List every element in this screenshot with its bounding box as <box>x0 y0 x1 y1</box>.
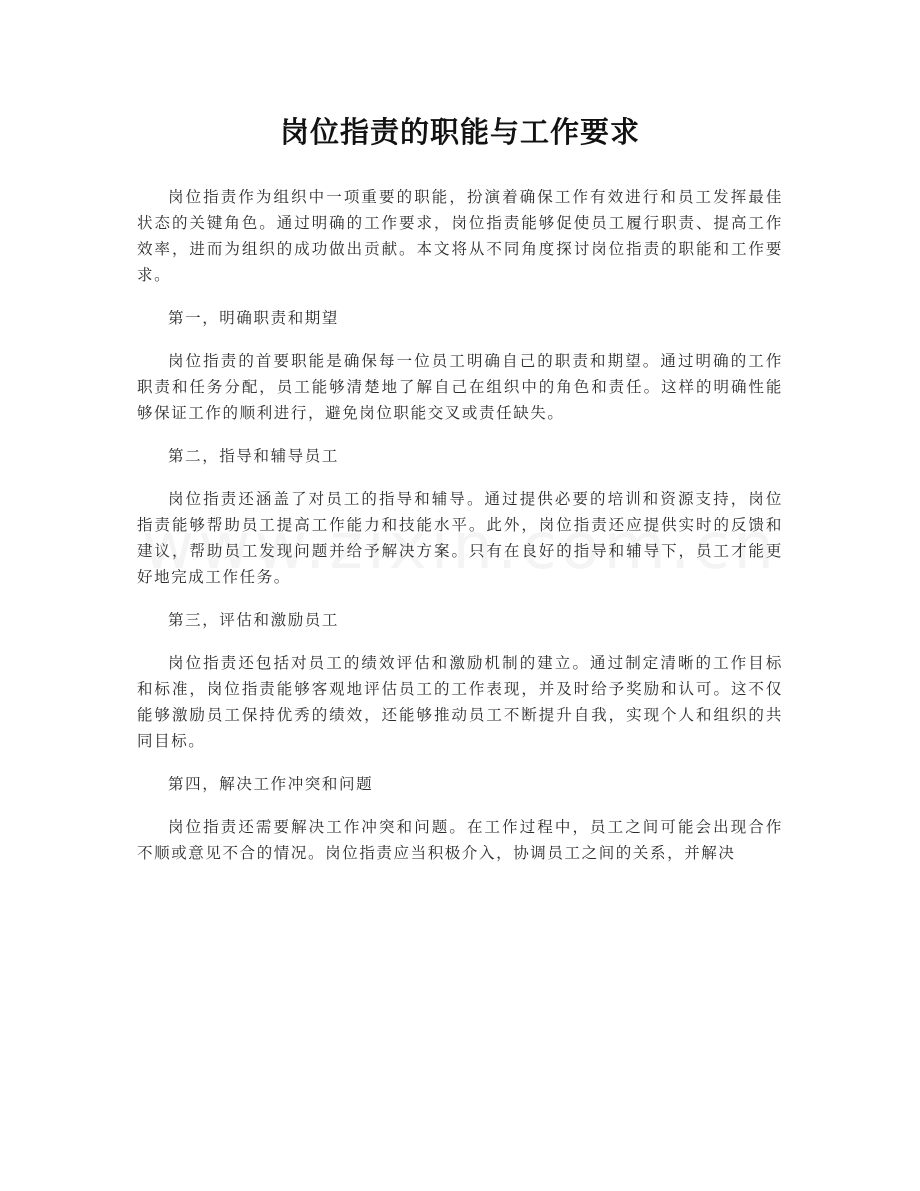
section-paragraph-3: 岗位指责还包括对员工的绩效评估和激励机制的建立。通过制定清晰的工作目标和标准，岗位指责能够客观地评估员工的工作表现，并及时给予奖励和认可。这不仅能够激励员工保持优秀的绩效，还能够推动员工不断提升自我，实现个人和组织的共同目标。 <box>137 654 783 750</box>
document-body <box>137 184 783 866</box>
section-paragraph-1: 岗位指责的首要职能是确保每一位员工明确自己的职责和期望。通过明确的工作职责和任务分配，员工能够清楚地了解自己在组织中的角色和责任。这样的明确性能够保证工作的顺利进行，避免岗位职能交叉或责任缺失。 <box>137 352 783 422</box>
section-heading-3: 第三，评估和激励员工 <box>168 611 340 629</box>
section-heading-1: 第一，明确职责和期望 <box>168 309 340 327</box>
document-title: 岗位指责的职能与工作要求 <box>279 115 640 149</box>
section-heading-2: 第二，指导和辅导员工 <box>168 447 340 465</box>
intro-paragraph: 岗位指责作为组织中一项重要的职能，扮演着确保工作有效进行和员工发挥最佳状态的关键角色。通过明确的工作要求，岗位指责能够促使员工履行职责、提高工作效率，进而为组织的成功做出贡献。本文将从不同角度探讨岗位指责的职能和工作要求。 <box>137 188 783 284</box>
section-paragraph-2: 岗位指责还涵盖了对员工的指导和辅导。通过提供必要的培训和资源支持，岗位指责能够帮助员工提高工作能力和技能水平。此外，岗位指责还应提供实时的反馈和建议，帮助员工发现问题并给予解决方案。只有在良好的指导和辅导下，员工才能更好地完成工作任务。 <box>137 490 783 586</box>
section-heading-4: 第四，解决工作冲突和问题 <box>168 775 374 793</box>
section-paragraph-4: 岗位指责还需要解决工作冲突和问题。在工作过程中，员工之间可能会出现合作不顺或意见不合的情况。岗位指责应当积极介入，协调员工之间的关系，并解决 <box>137 818 783 862</box>
